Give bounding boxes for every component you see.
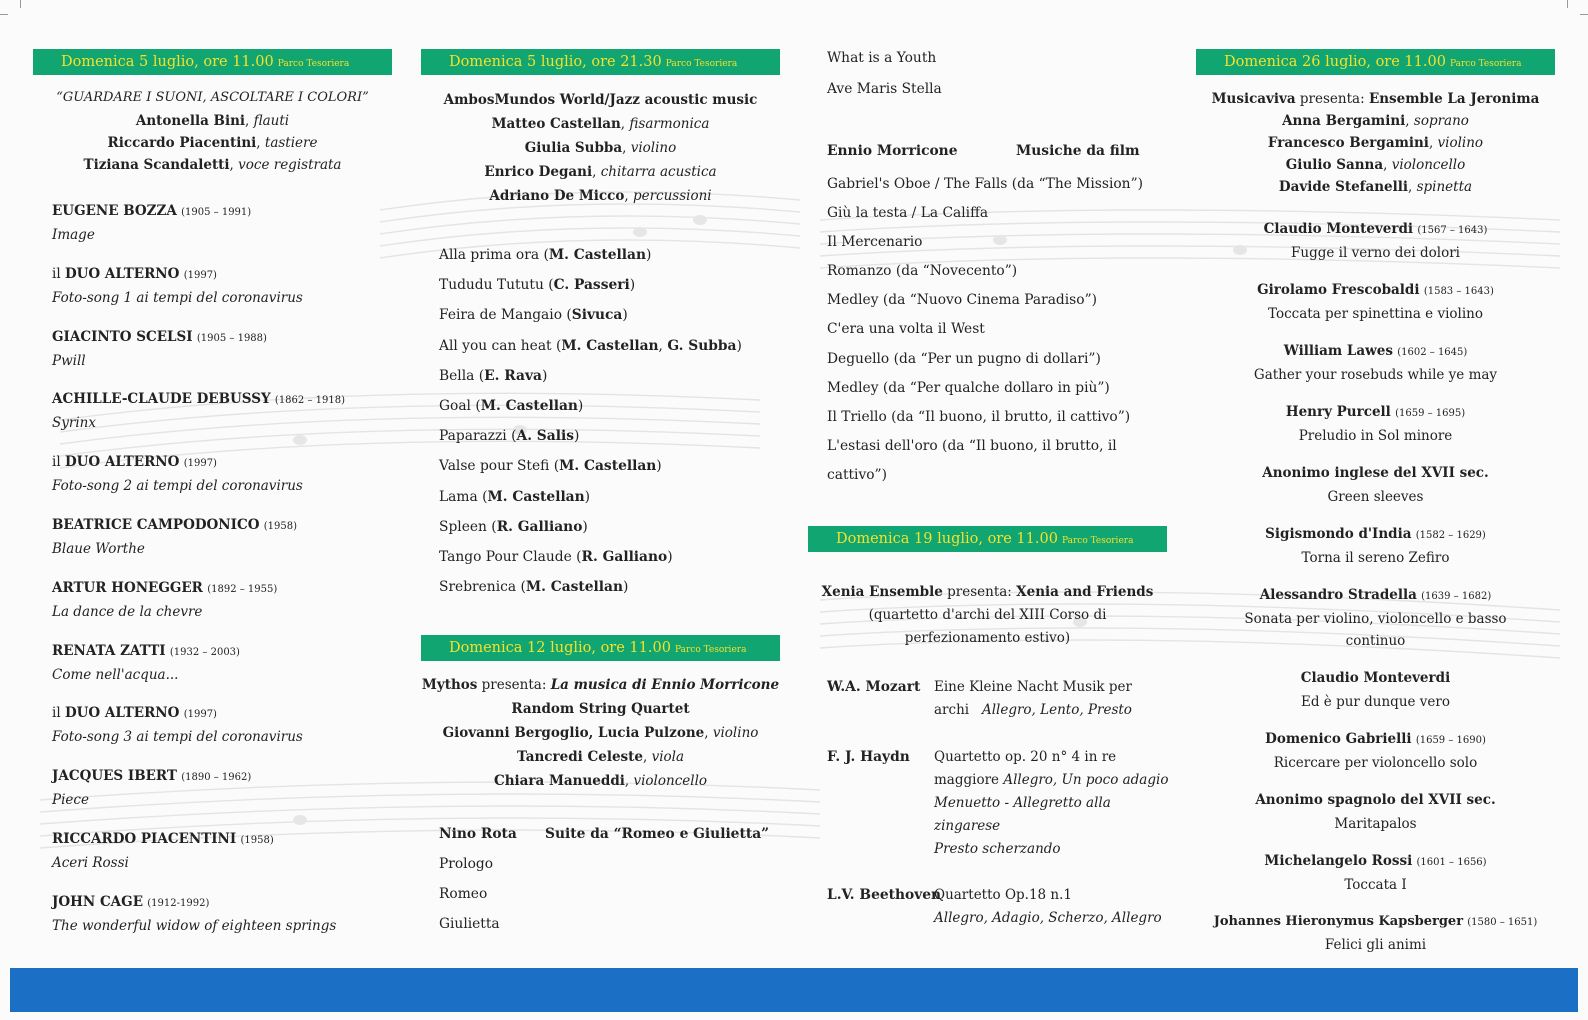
performer: Anna Bergamini, soprano	[1282, 113, 1469, 129]
ensemble-name: Random String Quartet	[511, 701, 690, 717]
program-item: GIACINTO SCELSI (1905 – 1988) Pwill	[52, 328, 267, 369]
program-item: Valse pour Stefi (M. Castellan)	[439, 458, 662, 475]
performers-block	[421, 673, 780, 793]
program-item: William Lawes (1602 – 1645) Gather your rosebuds while ye may	[1253, 343, 1498, 383]
performers-block	[808, 581, 1167, 650]
event-banner	[1196, 49, 1555, 75]
program-item: RENATA ZATTI (1932 – 2003) Come nell'acqua...	[52, 642, 240, 683]
program-item: Anonimo spagnolo del XVII sec. Maritapalos	[1255, 792, 1496, 832]
event-banner	[808, 526, 1167, 552]
program-item: il DUO ALTERNO (1997) Foto-song 1 ai tempi del coronavirus	[52, 265, 303, 306]
program-item: Girolamo Frescobaldi (1583 – 1643) Toccata per spinettina e violino	[1257, 282, 1494, 322]
program-list	[439, 240, 779, 602]
program-item: C'era una volta il West	[827, 321, 985, 338]
program-item: Giulietta	[439, 916, 500, 932]
performer: Giulia Subba, violino	[524, 140, 677, 156]
performers-block	[1196, 88, 1555, 198]
performer: Giovanni Bergoglio, Lucia Pulzone, violino	[442, 725, 759, 741]
suite-title: Suite da “Romeo e Giulietta”	[545, 826, 770, 842]
program-list	[1196, 218, 1555, 972]
banner-date: Domenica 12 luglio, ore 11.00	[449, 640, 671, 656]
performer: Tiziana Scandaletti, voce registrata	[83, 157, 342, 173]
crop-mark	[20, 0, 21, 8]
program-item: Tango Pour Claude (R. Galliano)	[439, 549, 673, 566]
banner-place: Parco Tesoriera	[674, 645, 747, 655]
program-list	[827, 170, 1167, 490]
crop-mark	[1580, 14, 1588, 15]
program-item: Henry Purcell (1659 – 1695) Preludio in Sol minore	[1285, 404, 1466, 444]
performer: Adriano De Micco, percussioni	[489, 188, 712, 204]
program-item: Tududu Tututu (C. Passeri)	[439, 277, 636, 294]
program-item: Domenico Gabrielli (1659 – 1690) Ricercare per violoncello solo	[1265, 731, 1486, 771]
event-banner	[421, 635, 780, 661]
program-item: Johannes Hieronymus Kapsberger (1580 – 1651) Felici gli animi	[1213, 914, 1538, 953]
ensemble-note: perfezionamento estivo)	[904, 630, 1071, 646]
program-item: What is a Youth	[827, 50, 937, 66]
program-item: ACHILLE-CLAUDE DEBUSSY (1862 – 1918) Syrinx	[52, 391, 345, 432]
performers-block	[33, 86, 392, 176]
banner-date: Domenica 5 luglio, ore 11.00	[61, 54, 274, 70]
banner-date: Domenica 19 luglio, ore 11.00	[836, 531, 1058, 547]
program-item: Ave Maris Stella	[827, 81, 942, 97]
performer: Davide Stefanelli, spinetta	[1278, 179, 1473, 195]
program-item: Bella (E. Rava)	[439, 367, 548, 384]
ensemble-note: (quartetto d'archi del XIII Corso di	[868, 607, 1107, 623]
program-item: il DUO ALTERNO (1997) Foto-song 2 ai tempi del coronavirus	[52, 454, 303, 495]
event-banner	[421, 49, 780, 75]
composer-name: W.A. Mozart	[827, 679, 921, 695]
presenter-line: Mythos presenta: La musica di Ennio Morricone	[421, 677, 780, 693]
program-item: Medley (da “Per qualche dollaro in più”)	[827, 379, 1110, 396]
program-item: EUGENE BOZZA (1905 – 1991) Image	[52, 203, 252, 243]
work-description: Quartetto Op.18 n.1 Allegro, Adagio, Scherzo, Allegro	[934, 887, 1162, 926]
presenter-line: Musicaviva presenta: Ensemble La Jeronima	[1211, 91, 1540, 107]
program-item: RICCARDO PIACENTINI (1958) Aceri Rossi	[52, 830, 274, 871]
work-description: Quartetto op. 20 n° 4 in re maggiore Allegro, Un poco adagio Menuetto - Allegretto alla zingarese Presto scherzando	[934, 749, 1169, 857]
program-item: L'estasi dell'oro (da “Il buono, il brutto, il	[827, 437, 1117, 454]
performer: Chiara Manueddi, violoncello	[493, 773, 708, 789]
crop-mark	[0, 14, 8, 15]
composer-name: F. J. Haydn	[827, 749, 910, 765]
program-item: BEATRICE CAMPODONICO (1958) Blaue Worthe	[52, 516, 298, 557]
program-item: All you can heat (M. Castellan, G. Subba)	[439, 337, 742, 354]
program-item: Feira de Mangaio (Sivuca)	[439, 307, 628, 324]
performer: Matteo Castellan, fisarmonica	[491, 116, 710, 132]
composer-name: Ennio Morricone	[827, 143, 958, 159]
concert-title: “GUARDARE I SUONI, ASCOLTARE I COLORI”	[56, 90, 369, 105]
program-item: Giù la testa / La Califfa	[827, 205, 989, 222]
performer: Antonella Bini, flauti	[135, 113, 290, 129]
program-item: Il Triello (da “Il buono, il brutto, il cattivo”)	[827, 408, 1131, 425]
performer: Enrico Degani, chitarra acustica	[484, 164, 717, 180]
program-item: JACQUES IBERT (1890 – 1962) Piece	[52, 768, 252, 809]
program-item: Spleen (R. Galliano)	[439, 518, 588, 535]
program-item: Michelangelo Rossi (1601 – 1656) Toccata I	[1264, 853, 1487, 893]
program-item: Medley (da “Nuovo Cinema Paradiso”)	[827, 292, 1098, 309]
crop-mark	[1567, 0, 1568, 8]
banner-place: Parco Tesoriera	[277, 59, 350, 69]
program-item: Prologo	[439, 856, 494, 872]
banner-date: Domenica 5 luglio, ore 21.30	[449, 54, 662, 70]
work-description: Eine Kleine Nacht Musik per archi Allegro, Lento, Presto	[934, 679, 1132, 718]
program-item: Lama (M. Castellan)	[439, 488, 591, 505]
section-heading: Musiche da film	[1016, 143, 1140, 159]
program-item: Sigismondo d'India (1582 – 1629) Torna il sereno Zefiro	[1265, 526, 1486, 566]
performers-block	[421, 88, 780, 208]
program-item: Alla prima ora (M. Castellan)	[439, 247, 652, 263]
program-item: Alessandro Stradella (1639 – 1682) Sonata per violino, violoncello e basso continuo	[1244, 587, 1507, 649]
program-list	[52, 200, 392, 954]
program-item: Claudio Monteverdi Ed è pur dunque vero	[1300, 670, 1451, 710]
banner-place: Parco Tesoriera	[665, 59, 738, 69]
banner-place: Parco Tesoriera	[1061, 536, 1134, 546]
composer-name: L.V. Beethoven	[827, 887, 942, 903]
program-item: Romanzo (da “Novecento”)	[827, 263, 1018, 280]
program-item: cattivo”)	[827, 466, 887, 483]
program-item: Paparazzi (A. Salis)	[439, 428, 580, 445]
program-item: ARTUR HONEGGER (1892 – 1955) La dance de la chevre	[52, 579, 278, 620]
footer-bar	[10, 968, 1578, 1012]
performer: Francesco Bergamini, violino	[1267, 135, 1484, 151]
program-item: Claudio Monteverdi (1567 – 1643) Fugge il verno dei dolori	[1263, 221, 1488, 261]
performer: Riccardo Piacentini, tastiere	[107, 135, 318, 151]
program-item: Deguello (da “Per un pugno di dollari”)	[827, 350, 1101, 367]
event-banner	[33, 49, 392, 75]
banner-place: Parco Tesoriera	[1449, 59, 1522, 69]
composer-name: Nino Rota	[439, 826, 517, 842]
program-item: il DUO ALTERNO (1997) Foto-song 3 ai tempi del coronavirus	[52, 705, 303, 746]
banner-date: Domenica 26 luglio, ore 11.00	[1224, 54, 1446, 70]
ensemble-name: AmbosMundos World/Jazz acoustic music	[443, 92, 758, 108]
presenter-line: Xenia Ensemble presenta: Xenia and Friends	[821, 584, 1154, 600]
program-item: Goal (M. Castellan)	[439, 398, 584, 415]
program-item: Anonimo inglese del XVII sec. Green sleeves	[1262, 465, 1489, 505]
program-item: JOHN CAGE (1912-1992) The wonderful widow of eighteen springs	[52, 893, 337, 934]
program-item: Il Mercenario	[827, 234, 923, 251]
performer: Tancredi Celeste, viola	[516, 749, 685, 765]
performer: Giulio Sanna, violoncello	[1285, 157, 1466, 173]
program-item: Srebrenica (M. Castellan)	[439, 579, 629, 596]
program-item: Gabriel's Oboe / The Falls (da “The Mission”)	[827, 176, 1144, 192]
program-item: Romeo	[439, 886, 488, 902]
